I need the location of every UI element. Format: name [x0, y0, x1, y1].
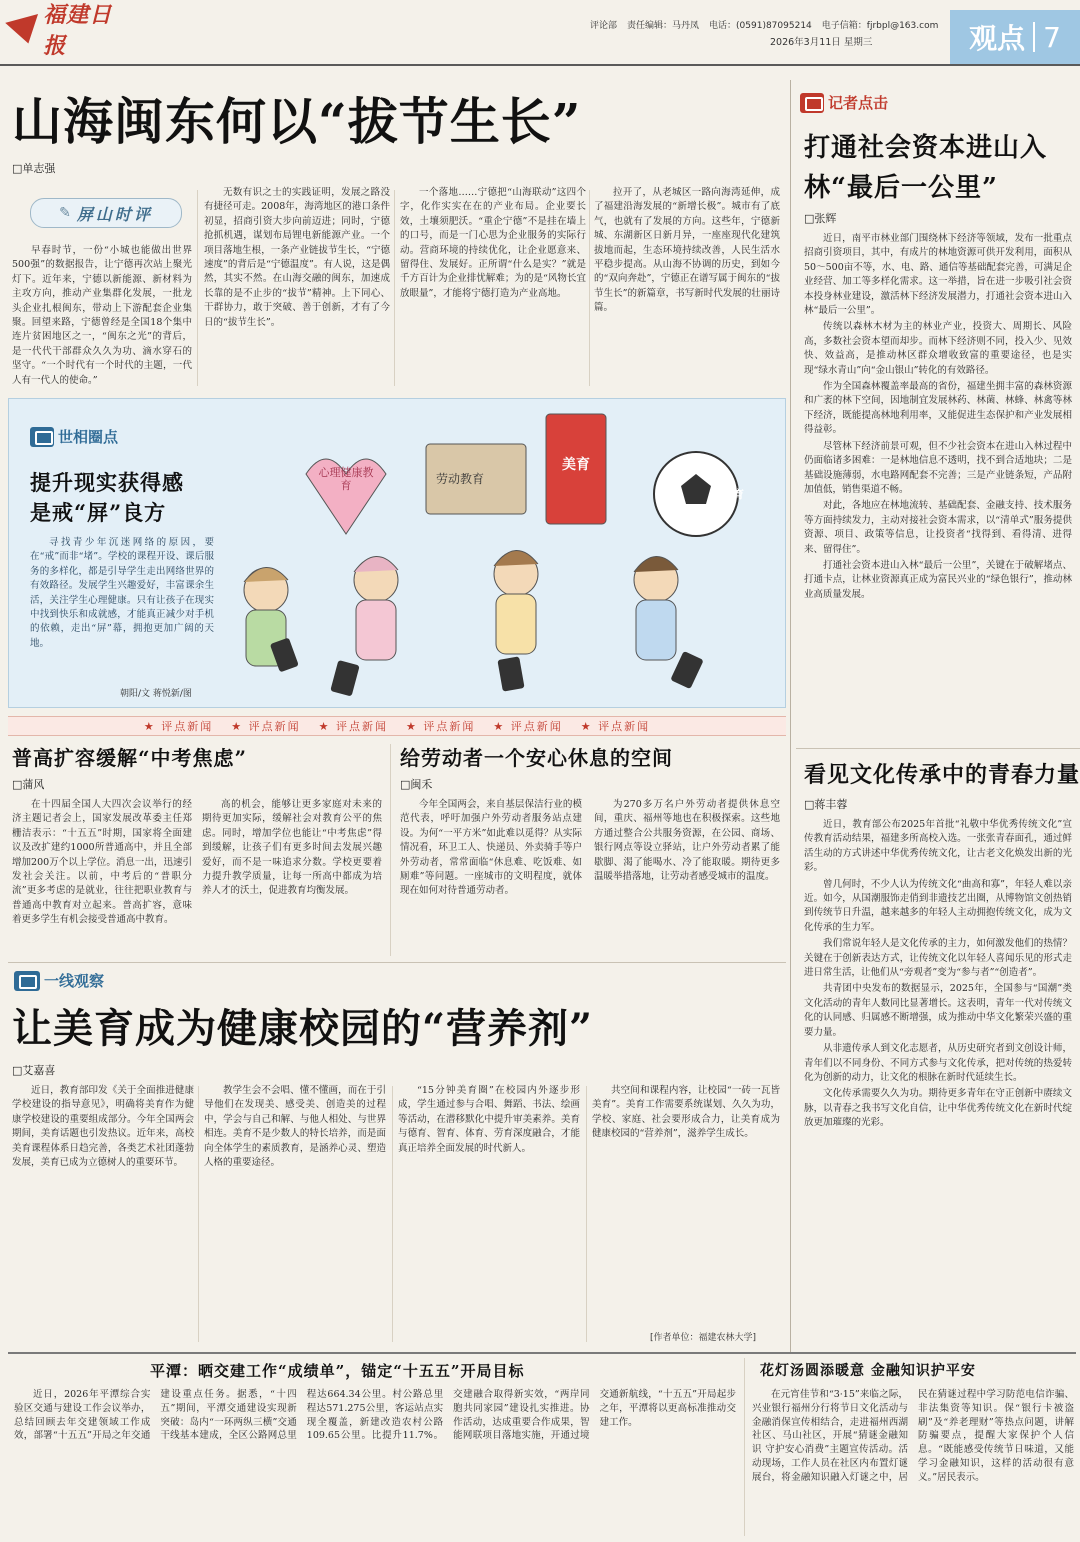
zhonggao-headline: 普高扩容缓解“中考焦虑” [12, 746, 248, 770]
shixiang-headline-1: 提升现实获得感 [30, 470, 184, 495]
culture-para: 共青团中央发布的数据显示，2025年，全国参与“国潮”类文化活动的青年人数同比显著增长。这表明，青年一代对传统文化的认同感、归属感不断增强，成为推动中华文化繁荣兴盛的重要力量。 [804, 983, 1072, 1038]
meiyu-tag-label: 一线观察 [44, 972, 105, 990]
laodong-headline: 给劳动者一个安心休息的空间 [400, 746, 673, 770]
laodong-byline: □闽禾 [400, 778, 433, 791]
pingtan-body: 近日，2026年平潭综合实验区交通与建设工作会议举办，总结回顾去年交建领域工作成效，部署“十五五”开局之年交通建设重点任务。据悉，“十四五”期间，平潭交通建设实现新突破：岛内“一环两纵三横”交通干线基本建成，全区公路网总里程达664.34公里。村公路总里程达571.275公里，客运站点实现全覆盖，新建改造农村公路109.65公里。比提升11.7%。交建融合取得新实效，“两岸同胞共同家园”建设扎实推进。协作活动，达成重要合作成果，智能网联项目落地实施，开通过境交通新航线，“十五五”开局起步之年，平潭将以更高标准推动交建工作。 [14, 1389, 736, 1442]
reporter-para: 对此，各地应在林地流转、基础配套、金融支持、技术服务等方面持续发力，主动对接社会资本需求，以“清单式”服务提供资源、项目、政策等信息，让投资者“找得到、看得清、进得来、留得住”。 [804, 500, 1072, 555]
news-strip-item: ★ 评点新闻 [580, 720, 651, 733]
meiyu-col-4: 共空间和课程内容，让校园“一砖一瓦皆美育”。美育工作需要系统谋划、久久为功，学校、家庭、社会要形成合力，让美育成为健康校园的“营养剂”，滋养学生成长。 [592, 1085, 780, 1140]
telescope-icon [14, 971, 40, 991]
reporter-corner-label: 记者点击 [828, 94, 889, 112]
meiyu-byline: □艾嘉喜 [12, 1064, 56, 1077]
child-figure-1 [244, 567, 299, 672]
cartoon-svg [226, 404, 776, 704]
header-desk: 评论部 [590, 21, 618, 31]
section-name: 观点 [969, 22, 1026, 55]
reporter-para: 传统以森林木材为主的林业产业，投资大、周期长、风险高，多数社会资本望而却步。而林下经济则不同，投入少、见效快、效益高，是推动林区群众增收致富的重要途径，也是实现“绿水青山”向“金山银山”转化的有效路径。 [804, 321, 1072, 376]
reporter-para: 作为全国森林覆盖率最高的省份，福建坐拥丰富的森林资源和广袤的林下空间，因地制宜发展林药、林菌、林蜂、林禽等林下经济，既能提高林地利用率，又能促进生态保护和产业发展相得益彰。 [804, 381, 1072, 436]
header-divider [0, 64, 1080, 66]
magnifier-icon [30, 427, 54, 447]
label-art: 美育 [562, 457, 590, 473]
main-byline: □单志强 [12, 162, 56, 175]
main-col-2: 无数有识之士的实践证明，发展之路没有捷径可走。2008年，海湾地区的港口条件初显，招商引资大步向前迈进；同时，宁德抢抓机遇，谋划布局锂电新能源产业。一个项目落地生根，一条产业链拔节生长，“宁德速度”的背后是“宁德温度”。有人说，这是偶然，其实不然。在山海交融的闽东，加速成长靠的是不止步的“拔节”精神。上下同心、干群协力，敢于突破、善于创新，才有了今日的“拔节生长”。 [204, 187, 390, 328]
zhonggao-byline: □蒲风 [12, 778, 45, 791]
section-banner [950, 10, 1080, 64]
pingtan-headline: 平潭：晒交建工作“成绩单”，锚定“十五五”开局目标 [150, 1362, 525, 1380]
cartoon-illustration [226, 404, 776, 704]
reporter-para: 打通社会资本进山入林“最后一公里”，关键在于破解堵点、打通卡点，让林业资源真正成为富民兴业的“绿色银行”，推动林业高质量发展。 [804, 559, 1072, 600]
meiyu-headline: 让美育成为健康校园的“营养剂” [12, 1005, 594, 1052]
news-strip-item: ★ 评点新闻 [143, 720, 214, 733]
shixiang-label: 世相圈点 [58, 428, 119, 446]
header-editor: 责任编辑：马丹凤 [627, 21, 700, 31]
meiyu-col-2: 教学生会不会唱、懂不懂画，而在于引导他们在发现美、感受美、创造美的过程中，学会与自己和解、与他人相处、与世界相连。美育不是少数人的特长培养，而是面向全体学生的素质教育，是涵养心灵、塑造人格的重要途径。 [204, 1085, 386, 1169]
child-figure-2 [330, 556, 398, 696]
meiyu-credit: [作者单位：福建农林大学] [650, 1333, 757, 1343]
shixiang-tag [30, 426, 118, 447]
laodong-col-1: 今年全国两会，来自基层保洁行业的模范代表，呼吁加强户外劳动者服务站点建设。为何“一平方米”如此难以觅得？从实际情况看，环卫工人、快递员、外卖骑手等户外劳动者，常常面临“休息难、吃饭难、如厕难”等问题。一座城市的文明程度，就体现在如何对待普通劳动者。 [400, 799, 582, 897]
header-email: 电子信箱：fjrbpl@163.com [821, 21, 939, 31]
column-tag-label: 屏山时评 [76, 204, 153, 224]
pen-icon: ✎ [59, 205, 71, 221]
culture-para: 从非遗传承人到文化志愿者，从历史研究者到文创设计师，青年们以不同身份、不同方式参与文化传承，把对传统的热爱转化为创新的动力，让文化的根脉在新时代延续生长。 [804, 1043, 1072, 1083]
reporter-byline: □张辉 [804, 212, 837, 225]
logo-text: 福建日报 [43, 2, 113, 59]
culture-para: 我们常说年轻人是文化传承的主力，如何激发他们的热情？关键在于创新表达方式，让传统文化以年轻人喜闻乐见的形式走进日常生活，让他们从“旁观者”变为“参与者”“创造者”。 [804, 938, 1072, 979]
huadeng-body: 在元宵佳节和“3·15”来临之际，兴业银行福州分行将节日文化活动与金融消保宣传相结合，走进福州西湖社区、马山社区，开展“猜谜金融知识 守护安心消费”主题宣传活动。活动现场，工作人员在社区内布置灯谜展台，将金融知识融入灯谜之中，居民在猜谜过程中学习防范电信诈骗、非法集资等知识。保“银行卡被盗刷”及“养老理财”等热点问题，讲解防骗要点，提醒大家保护个人信息。“既能感受传统节日味道，又能学习金融知识，这样的活动很有意义。”居民表示。 [752, 1389, 1074, 1483]
reporter-headline: 打通社会资本进山入林“最后一公里” [804, 133, 1048, 203]
logo [8, 2, 128, 59]
news-strip-item: ★ 评点新闻 [231, 720, 301, 733]
culture-para: 曾几何时，不少人认为传统文化“曲高和寡”，年轻人难以亲近。如今，从国潮服饰走俏到非遗技艺出圈，从博物馆文创热销到传统节日升温，越来越多的年轻人主动拥抱传统文化，成为文化传承的生力军。 [804, 878, 1072, 933]
masthead [0, 0, 1080, 66]
header-info-line [590, 18, 938, 31]
main-headline: 山海闽东何以“拔节生长” [12, 92, 582, 151]
news-strip-item: ★ 评点新闻 [493, 720, 563, 733]
reporter-para: 尽管林下经济前景可观，但不少社会资本在进山入林过程中仍面临诸多困难：一是林地信息不透明，找不到合适地块；二是基础设施薄弱，水电路网配套不完善；三是产业链条短，产品附加值低，销售渠道不畅。 [804, 440, 1072, 495]
label-labor: 劳动教育 [436, 472, 485, 486]
header-phone: 电话：(0591)87095214 [709, 21, 812, 31]
reporter-para: 近日，南平市林业部门围绕林下经济等领域，发布一批重点招商引资项目，其中，有成片的林地资源可供开发利用，面积从50～500亩不等，水、电、路、通信等基础配套完善，可满足企业经营、加工等多样化需求。这一举措，旨在进一步吸引社会资本投身林业建设，激活林下经济发展潜力，打通社会资本进山入林“最后一公里”。 [804, 233, 1072, 317]
page-number: 7 [1043, 20, 1061, 54]
laodong-col-2: 为270多万名户外劳动者提供休息空间，重庆、福州等地也在积极探索。这些地方通过整合公共服务资源，在公园、商场、银行网点等设立驿站，让户外劳动者累了能歇脚、渴了能喝水、冷了能取暖。期待更多温暖举措落地，让劳动者感受城市的温度。 [594, 799, 780, 883]
header-date: 2026年3月11日 星期三 [770, 37, 873, 48]
main-col-4: 拉开了，从老城区一路向海湾延伸，成了福建沿海发展的“新增长极”。城市有了底气，也就有了发展的方向。这些年，宁德新城、东湖新区日新月异，一座座现代化建筑拔地而起，生态环境持续改善，人民生活水平稳步提高。从山海不协调的历史，到如今的“双向奔赴”，宁德正在谱写属于闽东的“拔节生长”的新篇章，书写新时代发展的壮丽诗篇。 [594, 187, 780, 314]
news-strip [8, 716, 786, 736]
zhonggao-col-2: 高的机会，能够让更多家庭对未来的期待更加实际，缓解社会对教育公平的焦虑。同时，增加学位也能让“中考焦虑”得到缓解，让孩子们有更多时间去发展兴趣爱好，而不是一味追求分数。学校更要着力提升教学质量，让每一所高中都成为培养人才的沃土，促进教育均衡发展。 [202, 799, 382, 897]
main-col-1: 早春时节，一份“小城也能做出世界500强”的数据报告，让宁德再次站上聚光灯下。近年来，宁德以新能源、新材料为主攻方向，推动产业集群化发展，一批龙头企业扎根闽东，带动上下游配套企业集聚。回望来路，宁德曾经是全国18个集中连片贫困地区之一，“闽东之光”的背后，是一代代干部群众久久为功、滴水穿石的坚守。“一个时代有一个时代的主题，一代人有一代人的使命。” [12, 245, 192, 386]
culture-headline: 看见文化传承中的青春力量 [804, 762, 1080, 788]
reporter-body [804, 232, 1072, 737]
shixiang-body: 寻找青少年沉迷网络的原因，要在“戒”而非“堵”。学校的课程开设、课后服务的多样化，都是引导学生走出网络世界的有效路径。发展学生兴趣爱好，丰富课余生活，关注学生心理健康。只有让孩子在现实中找到快乐和成就感，才能真正减少对手机的依赖，走出“屏”幕，拥抱更加广阔的天地。 [30, 537, 214, 649]
logo-mark-icon [8, 12, 39, 46]
shixiang-headline-2: 是戒“屏”良方 [30, 500, 167, 525]
column-tag-pingshan [30, 198, 182, 228]
child-figure-3 [494, 550, 538, 691]
huadeng-headline: 花灯汤圆添暖意 金融知识护平安 [760, 1363, 976, 1379]
meiyu-col-1: 近日，教育部印发《关于全面推进健康学校建设的指导意见》，明确将美育作为健康学校建设的重要组成部分。今年全国两会期间，美育话题也引发热议。近年来，高校美育课程体系日趋完善，各类艺术社团蓬勃发展，美育已成为立德树人的重要环节。 [12, 1085, 194, 1169]
culture-body [804, 818, 1072, 1352]
meiyu-tag [14, 970, 104, 991]
zhonggao-col-1: 在十四届全国人大四次会议举行的经济主题记者会上，国家发展改革委主任郑栅洁表示：“十五五”时期，国家将全面建议及改扩建约1000所普通高中，并且全部增加200万个以上学位。消息一出，迅速引发社会关注。以前，中考后的“普职分流”更多考虑的是就业，往往把职业教育与普通高中教育对立起来。普高扩容，意味着更多学生有机会接受普通高中教育。 [12, 799, 192, 926]
culture-byline: □蒋丰蓉 [804, 798, 848, 811]
label-sports: 体育 [722, 488, 744, 501]
main-col-3: 一个落地……宁德把“山海联动”这四个字，化作实实在在的产业布局。企业要长效，土壤须肥沃。“重企宁德”不是挂在墙上的口号，而是一门心思为企业服务的实际行动。营商环境的持续优化，让企业愿意来、留得住、发展好。正所谓“什么是实？”就是千方百计为企业排忧解难；为的是“风物长宜放眼量”，才能将宁德打造为产业高地。 [400, 187, 586, 299]
child-figure-4 [634, 556, 704, 689]
label-psych: 心理健康教育 [318, 466, 374, 492]
news-strip-item: ★ 评点新闻 [406, 720, 476, 733]
news-strip-item: ★ 评点新闻 [318, 720, 388, 733]
reporter-corner-tag [800, 92, 888, 113]
meiyu-col-3: “15分钟美育圈”在校园内外逐步形成，学生通过参与合唱、舞蹈、书法、绘画等活动，在潜移默化中提升审美素养。美育与德育、智育、体育、劳育深度融合，才能真正培养全面发展的时代新人。 [398, 1085, 580, 1154]
culture-para: 文化传承需要久久为功。期待更多青年在守正创新中赓续文脉，以青春之我书写文化自信，让中华优秀传统文化在新时代绽放更加璀璨的光彩。 [804, 1088, 1072, 1129]
culture-para: 近日，教育部公布2025年首批“礼敬中华优秀传统文化”宣传教育活动结果，福建多所高校入选。一张张青春面孔，通过鲜活生动的方式讲述中华优秀传统文化，让古老文化焕发出新的光彩。 [804, 819, 1072, 874]
shixiang-credit: 朝阳/文 蒋悦新/图 [120, 689, 192, 699]
camera-icon [800, 93, 824, 113]
